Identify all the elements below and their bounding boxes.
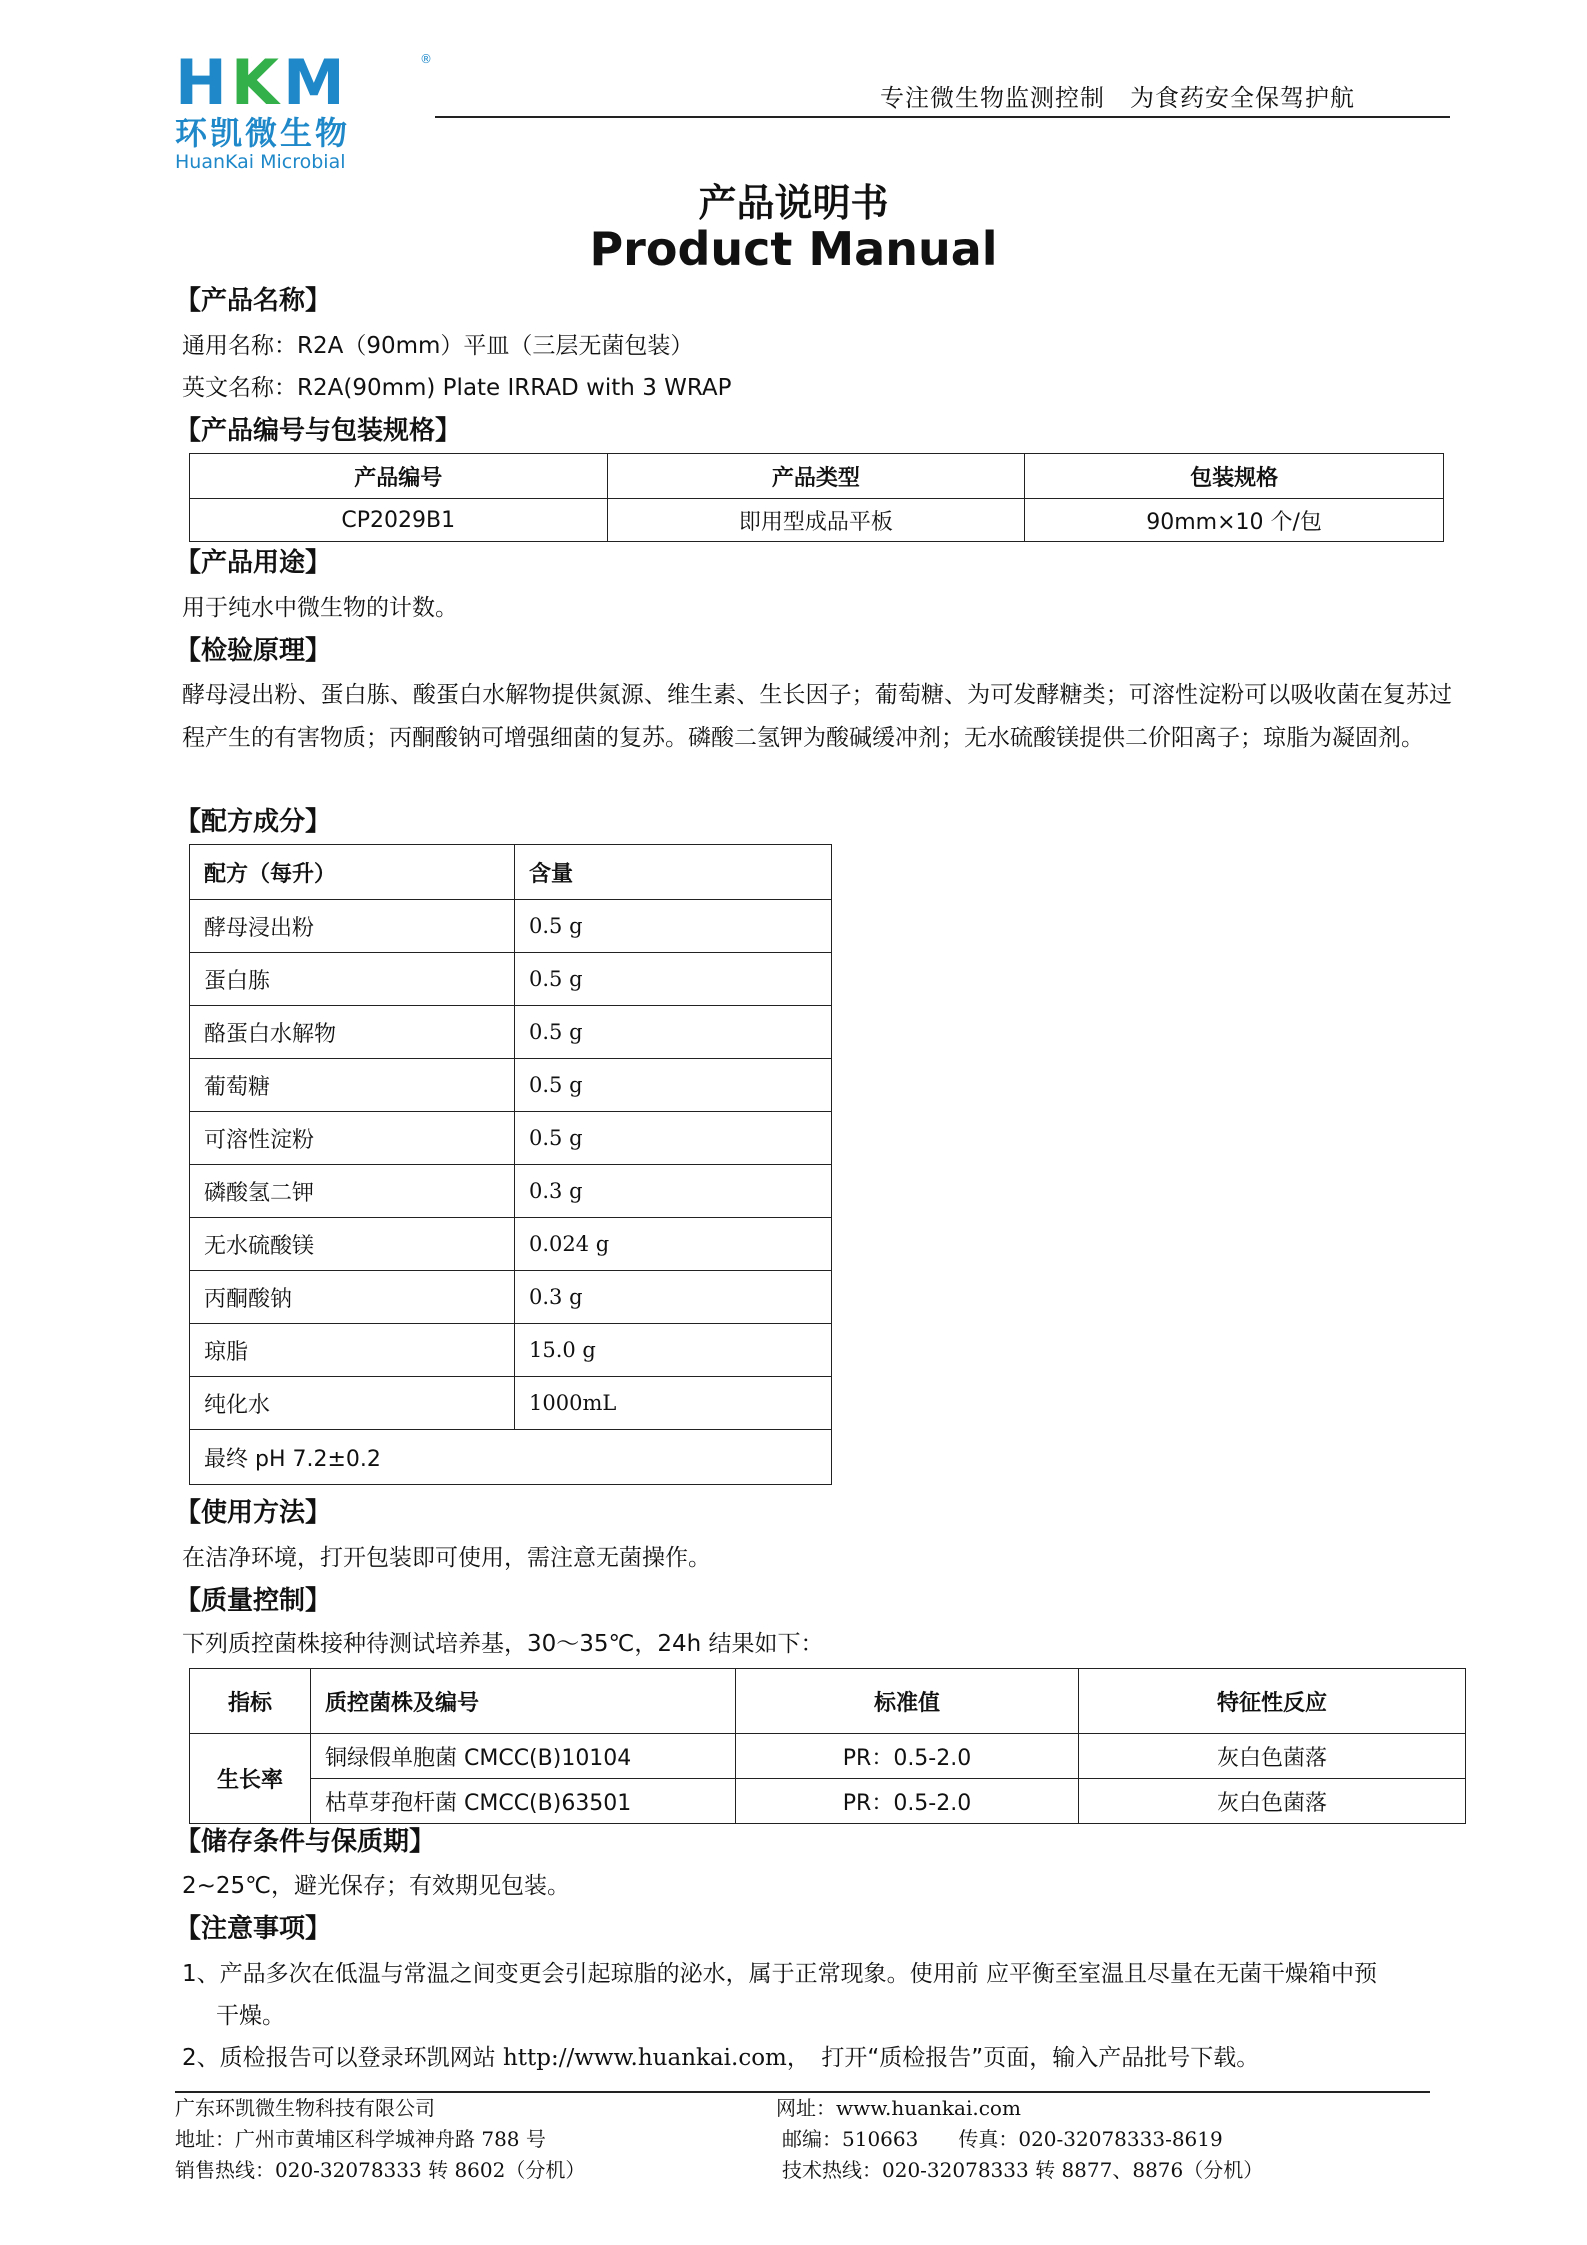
qc-standard: PR：0.5-2.0 [736, 1734, 1079, 1779]
qc-header-standard: 标准值 [736, 1669, 1079, 1734]
ingredient-name: 磷酸氢二钾 [190, 1165, 515, 1218]
formula-table [189, 844, 832, 1485]
table-row [190, 1271, 832, 1324]
package-code: CP2029B1 [190, 499, 608, 542]
qc-strain: 枯草芽孢杆菌 CMCC(B)63501 [311, 1779, 736, 1824]
qc-standard: PR：0.5-2.0 [736, 1779, 1079, 1824]
ingredient-name: 无水硫酸镁 [190, 1218, 515, 1271]
footer-tech-hotline: 技术热线：020-32078333 转 8877、8876（分机） [782, 2158, 1264, 2182]
logo-wordmark: HKM [175, 46, 349, 119]
qc-strain: 铜绿假单胞菌 CMCC(B)10104 [311, 1734, 736, 1779]
package-spec: 90mm×10 个/包 [1025, 499, 1444, 542]
section-heading-product-name: 【产品名称】 [175, 286, 332, 316]
table-row [190, 1112, 832, 1165]
section-heading-method: 【使用方法】 [175, 1498, 332, 1528]
final-ph: 最终 pH 7.2±0.2 [190, 1430, 832, 1485]
registered-mark: ® [420, 52, 432, 66]
footer-company: 广东环凯微生物科技有限公司 [175, 2096, 435, 2120]
note-2-suffix: ， 打开“质检报告”页面，输入产品批号下载。 [786, 2045, 1260, 2071]
package-header-spec: 包装规格 [1025, 454, 1444, 499]
document-title-en: Product Manual [589, 222, 998, 276]
logo-chinese-name: 环凯微生物 [175, 114, 351, 152]
table-row [190, 1059, 832, 1112]
section-heading-formula: 【配方成分】 [175, 807, 332, 837]
header-slogan: 专注微生物监测控制 为食药安全保驾护航 [880, 84, 1355, 112]
method-text: 在洁净环境，打开包装即可使用，需注意无菌操作。 [182, 1545, 711, 1571]
note-2 [182, 2037, 1472, 2079]
package-header-code: 产品编号 [190, 454, 608, 499]
section-heading-notes: 【注意事项】 [175, 1914, 332, 1944]
qc-header-indicator: 指标 [190, 1669, 311, 1734]
ingredient-amount: 0.3 g [515, 1165, 832, 1218]
ingredient-amount: 0.3 g [515, 1271, 832, 1324]
section-heading-principle: 【检验原理】 [175, 636, 332, 666]
company-logo [175, 46, 435, 173]
footer-sales-hotline: 销售热线：020-32078333 转 8602（分机） [175, 2158, 586, 2182]
qc-intro: 下列质控菌株接种待测试培养基，30～35℃，24h 结果如下： [182, 1631, 824, 1657]
section-heading-storage: 【储存条件与保质期】 [175, 1827, 436, 1857]
note-1-line-2: 干燥。 [216, 2003, 285, 2029]
ingredient-name: 蛋白胨 [190, 953, 515, 1006]
ingredient-name: 酪蛋白水解物 [190, 1006, 515, 1059]
table-row [190, 1006, 832, 1059]
ingredient-amount: 15.0 g [515, 1324, 832, 1377]
package-type: 即用型成品平板 [607, 499, 1025, 542]
qc-header-strain: 质控菌株及编号 [311, 1669, 736, 1734]
generic-name: 通用名称：R2A（90mm）平皿（三层无菌包装） [182, 333, 694, 359]
package-header-type: 产品类型 [607, 454, 1025, 499]
storage-text: 2~25℃，避光保存；有效期见包装。 [182, 1873, 571, 1899]
ingredient-amount: 0.5 g [515, 953, 832, 1006]
note-1-line-1: 1、产品多次在低温与常温之间变更会引起琼脂的泌水，属于正常现象。使用前 应平衡至室温且尽量在无菌干燥箱中预 [182, 1961, 1377, 1987]
logo-english-name: HuanKai Microbial [175, 151, 346, 173]
use-text: 用于纯水中微生物的计数。 [182, 595, 458, 621]
ingredient-amount: 0.5 g [515, 1059, 832, 1112]
table-row [190, 1377, 832, 1430]
note-2-prefix: 2、质检报告可以登录环凯网站 [182, 2045, 503, 2071]
section-heading-package: 【产品编号与包装规格】 [175, 416, 462, 446]
website-link[interactable]: http://www.huankai.com [502, 2045, 787, 2071]
formula-header-ingredient: 配方（每升） [190, 845, 515, 900]
document-title-cn: 产品说明书 [698, 181, 889, 225]
formula-header-amount: 含量 [515, 845, 832, 900]
ingredient-amount: 1000mL [515, 1377, 832, 1430]
ingredient-name: 纯化水 [190, 1377, 515, 1430]
ingredient-amount: 0.5 g [515, 900, 832, 953]
table-row [190, 1430, 832, 1485]
ingredient-amount: 0.5 g [515, 1006, 832, 1059]
table-row [190, 953, 832, 1006]
header-divider [435, 116, 1450, 118]
table-row [190, 1218, 832, 1271]
ingredient-amount: 0.024 g [515, 1218, 832, 1271]
table-row [190, 499, 1444, 542]
section-heading-qc: 【质量控制】 [175, 1586, 332, 1616]
ingredient-name: 丙酮酸钠 [190, 1271, 515, 1324]
table-row [190, 900, 832, 953]
note-1 [182, 1953, 1472, 2037]
ingredient-name: 可溶性淀粉 [190, 1112, 515, 1165]
qc-header-reaction: 特征性反应 [1079, 1669, 1466, 1734]
ingredient-name: 酵母浸出粉 [190, 900, 515, 953]
table-row [190, 1779, 1466, 1824]
english-name: 英文名称：R2A(90mm) Plate IRRAD with 3 WRAP [182, 375, 732, 401]
principle-text: 酵母浸出粉、蛋白胨、酸蛋白水解物提供氮源、维生素、生长因子；葡萄糖、为可发酵糖类；可溶性淀粉可以吸收菌在复苏过程产生的有害物质；丙酮酸钠可增强细菌的复苏。磷酸二氢钾为酸碱缓冲剂；无水硫酸镁提供二价阳离子；琼脂为凝固剂。 [182, 682, 1452, 751]
qc-table [189, 1668, 1466, 1824]
ingredient-name: 葡萄糖 [190, 1059, 515, 1112]
qc-reaction: 灰白色菌落 [1079, 1779, 1466, 1824]
section-heading-use: 【产品用途】 [175, 548, 332, 578]
qc-indicator: 生长率 [190, 1734, 311, 1824]
table-row [190, 1734, 1466, 1779]
qc-reaction: 灰白色菌落 [1079, 1734, 1466, 1779]
ingredient-name: 琼脂 [190, 1324, 515, 1377]
package-table [189, 453, 1444, 542]
footer-address: 地址：广州市黄埔区科学城神舟路 788 号 [175, 2127, 546, 2151]
ingredient-amount: 0.5 g [515, 1112, 832, 1165]
table-row [190, 1165, 832, 1218]
footer-website: 网址：www.huankai.com [776, 2096, 1021, 2120]
table-row [190, 1324, 832, 1377]
footer-postal-fax: 邮编：510663 传真：020-32078333-8619 [782, 2127, 1223, 2151]
